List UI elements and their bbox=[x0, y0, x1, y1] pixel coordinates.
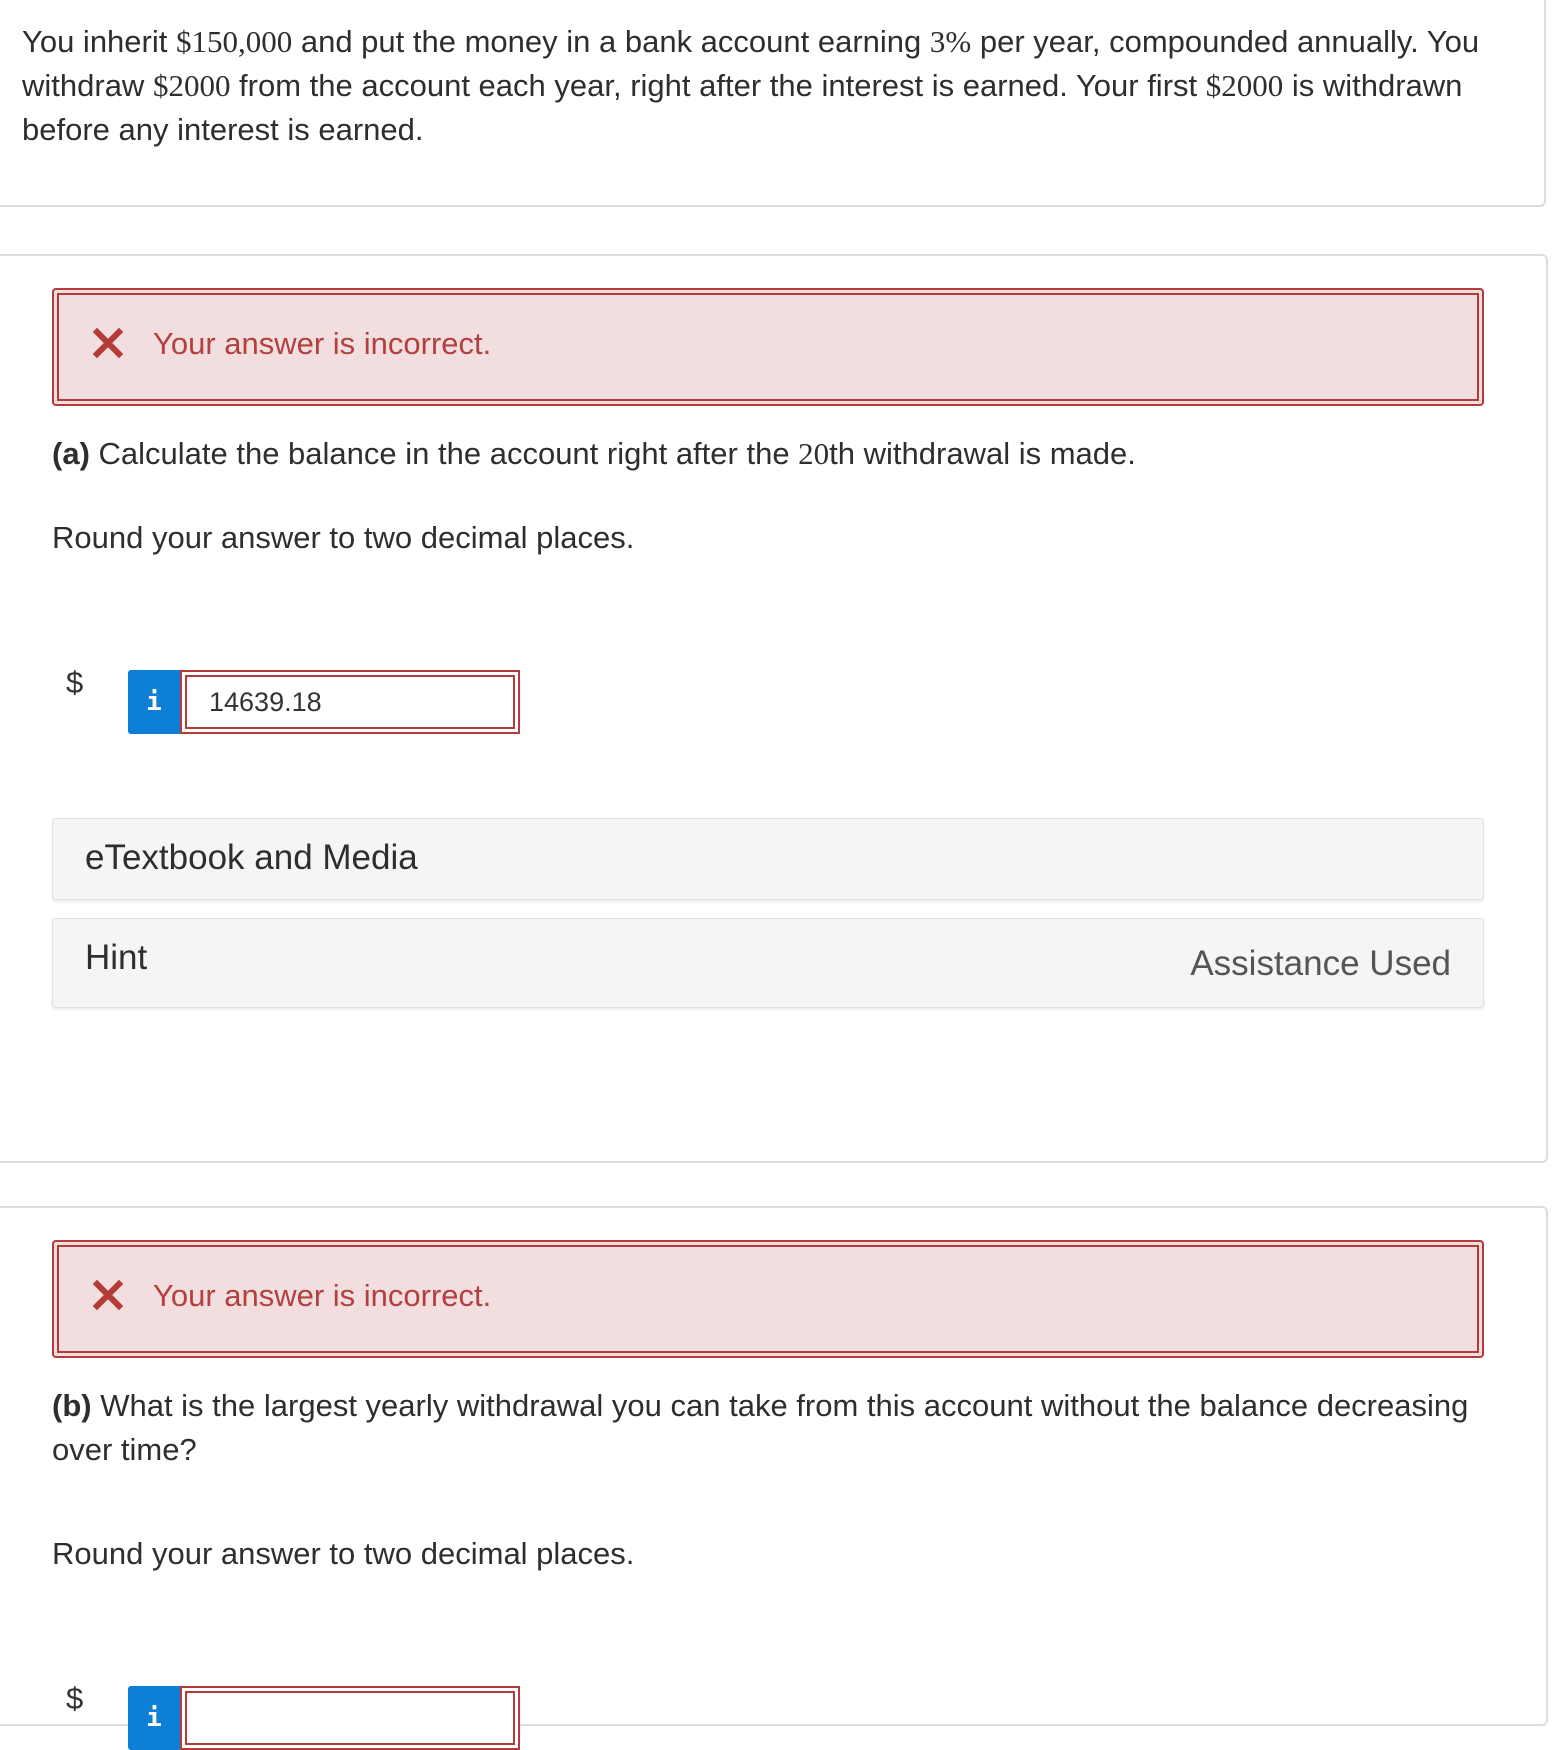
question-a-text bbox=[52, 432, 1502, 476]
answer-input-b[interactable] bbox=[180, 1686, 520, 1750]
answer-input-a[interactable] bbox=[180, 670, 520, 734]
answer-value[interactable]: 14639.18 bbox=[185, 675, 515, 729]
feedback-message: Your answer is incorrect. bbox=[153, 1278, 492, 1313]
feedback-inner bbox=[57, 293, 1479, 401]
principal-amount: $150,000 bbox=[175, 24, 293, 59]
ordinal-number: 20 bbox=[798, 436, 830, 471]
withdrawal-amount: $2000 bbox=[1205, 68, 1284, 103]
info-icon-button[interactable]: i bbox=[128, 670, 180, 734]
answer-value[interactable] bbox=[185, 1691, 515, 1745]
question-card-b bbox=[0, 1206, 1548, 1733]
interest-rate: 3% bbox=[929, 24, 972, 59]
close-x-icon bbox=[93, 1280, 123, 1310]
feedback-message: Your answer is incorrect. bbox=[153, 326, 492, 361]
question-text: What is the largest yearly withdrawal you can take from this account without the balance decreasing over time? bbox=[52, 1388, 1469, 1467]
assistance-used-label: Assistance Used bbox=[1190, 944, 1451, 983]
hint-label: Hint bbox=[85, 938, 148, 977]
statement-text: is withdrawn before any interest is earned. bbox=[22, 68, 1463, 147]
question-text: th withdrawal is made. bbox=[829, 436, 1136, 471]
question-label: (b) bbox=[52, 1388, 92, 1423]
close-x-icon bbox=[93, 328, 123, 358]
incorrect-feedback-b bbox=[52, 1240, 1484, 1358]
rounding-instruction: Round your answer to two decimal places. bbox=[52, 1536, 635, 1571]
statement-text: and put the money in a bank account earning bbox=[292, 24, 930, 59]
problem-statement-card bbox=[0, 0, 1546, 207]
statement-text: from the account each year, right after the interest is earned. Your first bbox=[230, 68, 1206, 103]
rounding-instruction: Round your answer to two decimal places. bbox=[52, 520, 635, 555]
withdrawal-amount: $2000 bbox=[152, 68, 231, 103]
currency-symbol: $ bbox=[66, 665, 84, 700]
feedback-inner bbox=[57, 1245, 1479, 1353]
question-b-text bbox=[52, 1384, 1502, 1472]
question-label: (a) bbox=[52, 436, 90, 471]
info-icon-button[interactable]: i bbox=[128, 1686, 180, 1750]
etextbook-label: eTextbook and Media bbox=[85, 838, 418, 877]
problem-statement bbox=[22, 20, 1522, 152]
incorrect-feedback-a bbox=[52, 288, 1484, 406]
hint-panel[interactable] bbox=[52, 918, 1484, 1008]
question-text: Calculate the balance in the account right after the bbox=[89, 436, 799, 471]
currency-symbol: $ bbox=[66, 1681, 84, 1716]
question-card-a bbox=[0, 254, 1548, 1163]
etextbook-media-panel[interactable] bbox=[52, 818, 1484, 900]
statement-text: You inherit bbox=[22, 24, 176, 59]
statement-text: per year, compounded annually. You withdraw bbox=[22, 24, 1480, 103]
